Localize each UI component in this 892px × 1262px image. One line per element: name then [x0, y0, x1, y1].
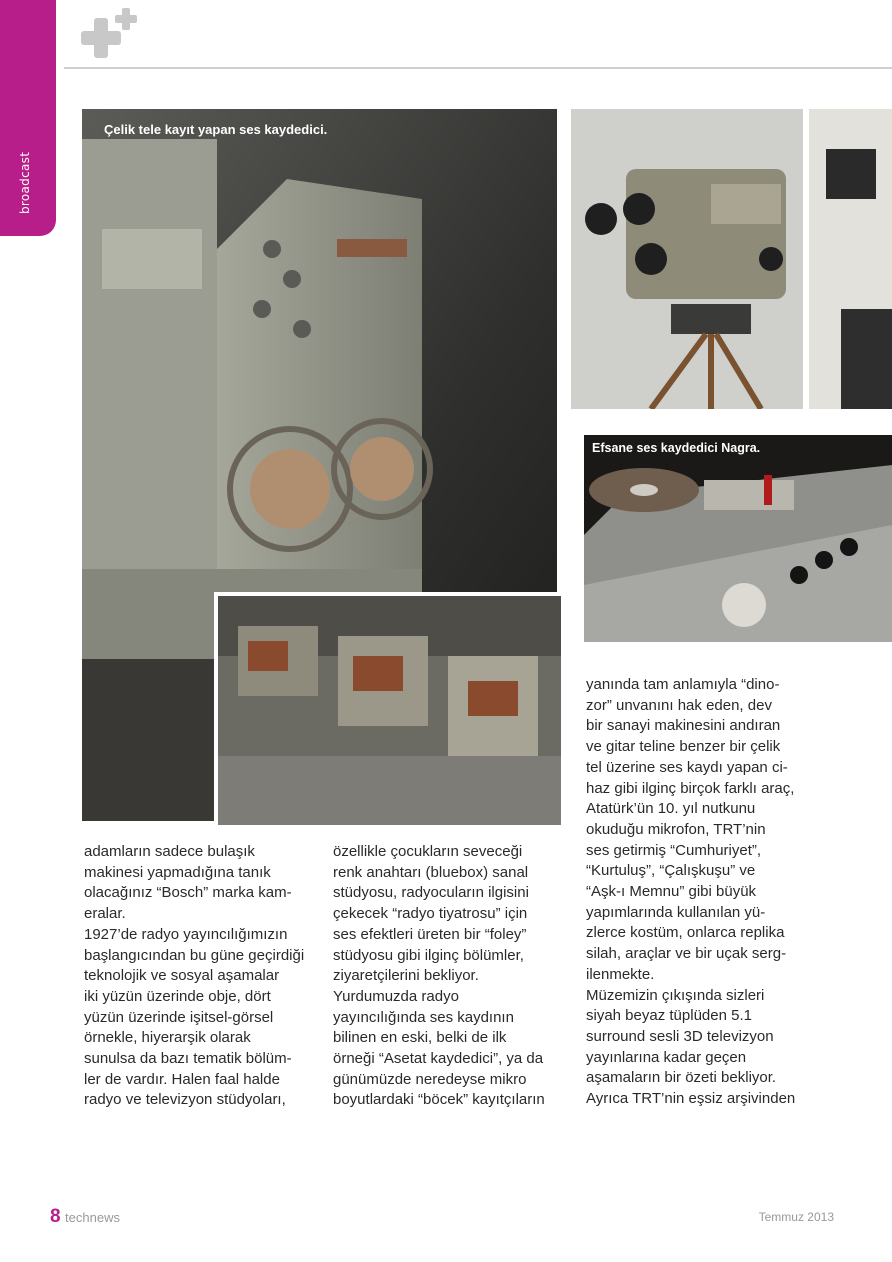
- text-line: makinesi yapmadığına tanık: [84, 863, 271, 881]
- text-line: 1927’de radyo yayıncılığımızın: [84, 925, 288, 943]
- text-line: bilinen en eski, belki de ilk: [333, 1029, 507, 1047]
- text-line: yanında tam anlamıyla “dino-: [586, 676, 780, 693]
- text-line: yayınlarına kadar geçen: [586, 1048, 747, 1066]
- text-line: haz gibi ilginç birçok farklı araç,: [586, 779, 795, 797]
- text-line: stüdyosu, radyocuların ilgisini: [333, 884, 529, 902]
- text-line: aşamaların bir özeti bekliyor.: [586, 1069, 777, 1087]
- text-line: yapımlarında kullanılan yü-: [586, 903, 766, 921]
- text-line: Ayrıca TRT’nin eşsiz arşivinden: [586, 1090, 796, 1108]
- column-middle: [333, 842, 545, 1111]
- text-line: silah, araçlar ve bir uçak serg-: [586, 945, 787, 963]
- text-line: boyutlardaki “böcek” kayıtçıların: [333, 1091, 545, 1109]
- text-line: ler de vardır. Halen faal halde: [84, 1070, 280, 1088]
- text-line: ses efektleri üreten bir “foley”: [333, 925, 527, 943]
- caption-nagra: Efsane ses kaydedici Nagra.: [592, 441, 761, 455]
- magazine-name: technews: [65, 1210, 120, 1225]
- text-line: ve gitar teline benzer bir çelik: [586, 738, 781, 756]
- text-line: ses getirmiş “Cumhuriyet”,: [586, 841, 762, 859]
- issue-date: Temmuz 2013: [758, 1210, 834, 1224]
- footer: [50, 1206, 120, 1228]
- text-line: okuduğu mikrofon, TRT’nin: [586, 820, 766, 838]
- text-line: eralar.: [84, 905, 126, 923]
- text-line: teknolojik ve sosyal aşamalar: [84, 967, 280, 985]
- section-tab: [0, 0, 56, 236]
- text-line: çekecek “radyo tiyatrosu” için: [333, 905, 528, 923]
- text-line: Yurdumuzda radyo: [333, 987, 459, 1005]
- page-number: 8: [50, 1206, 61, 1227]
- text-line: başlangıcından bu güne geçirdiği: [84, 946, 305, 964]
- text-line: siyah beyaz tüplüden 5.1: [586, 1007, 752, 1025]
- text-line: zlerce kostüm, onlarca replika: [586, 924, 785, 942]
- text-line: “Aşk-ı Memnu” gibi büyük: [586, 883, 757, 901]
- text-line: renk anahtarı (bluebox) sanal: [333, 863, 529, 881]
- text-line: özellikle çocukların seveceği: [333, 843, 523, 860]
- column-left: [84, 842, 304, 1111]
- text-line: “Kurtuluş”, “Çalışkuşu” ve: [586, 862, 756, 880]
- column-right: [586, 675, 795, 1110]
- caption-steel-wire-recorder: Çelik tele kayıt yapan ses kaydedici.: [104, 122, 328, 137]
- text-line: günümüzde neredeyse mikro: [333, 1070, 527, 1088]
- text-line: bir sanayi makinesini andıran: [586, 717, 781, 735]
- section-tab-label: broadcast: [18, 151, 32, 214]
- text-line: tel üzerine ses kaydı yapan ci-: [586, 758, 788, 776]
- text-line: Müzemizin çıkışında sizleri: [586, 986, 765, 1004]
- tv-camera-photo: [571, 109, 892, 409]
- text-line: ilenmekte.: [586, 965, 655, 983]
- text-line: yüzün üzerinde işitsel-görsel: [84, 1008, 274, 1026]
- text-line: sunulsa da bazı tematik bölüm-: [84, 1050, 292, 1068]
- text-line: ziyaretçilerini bekliyor.: [333, 967, 479, 985]
- nagra-recorder-photo: [584, 435, 892, 642]
- text-line: örnekle, hiyerarşik olarak: [84, 1029, 251, 1047]
- text-line: radyo ve televizyon stüdyoları,: [84, 1091, 286, 1109]
- plus-logo-icon: [80, 8, 144, 60]
- text-line: stüdyosu gibi ilginç bölümler,: [333, 946, 524, 964]
- text-line: adamların sadece bulaşık: [84, 843, 255, 860]
- header-divider: [64, 67, 892, 69]
- text-line: Atatürk’ün 10. yıl nutkunu: [586, 800, 756, 818]
- text-line: olacağınız “Bosch” marka kam-: [84, 884, 292, 902]
- text-line: yayıncılığında ses kaydının: [333, 1008, 514, 1026]
- text-line: zor” unvanını hak eden, dev: [586, 696, 772, 714]
- text-line: örneği “Asetat kaydedici”, ya da: [333, 1050, 544, 1068]
- recorder-closeup-photo: [214, 592, 561, 825]
- text-line: iki yüzün üzerinde obje, dört: [84, 987, 271, 1005]
- text-line: surround sesli 3D televizyon: [586, 1027, 774, 1045]
